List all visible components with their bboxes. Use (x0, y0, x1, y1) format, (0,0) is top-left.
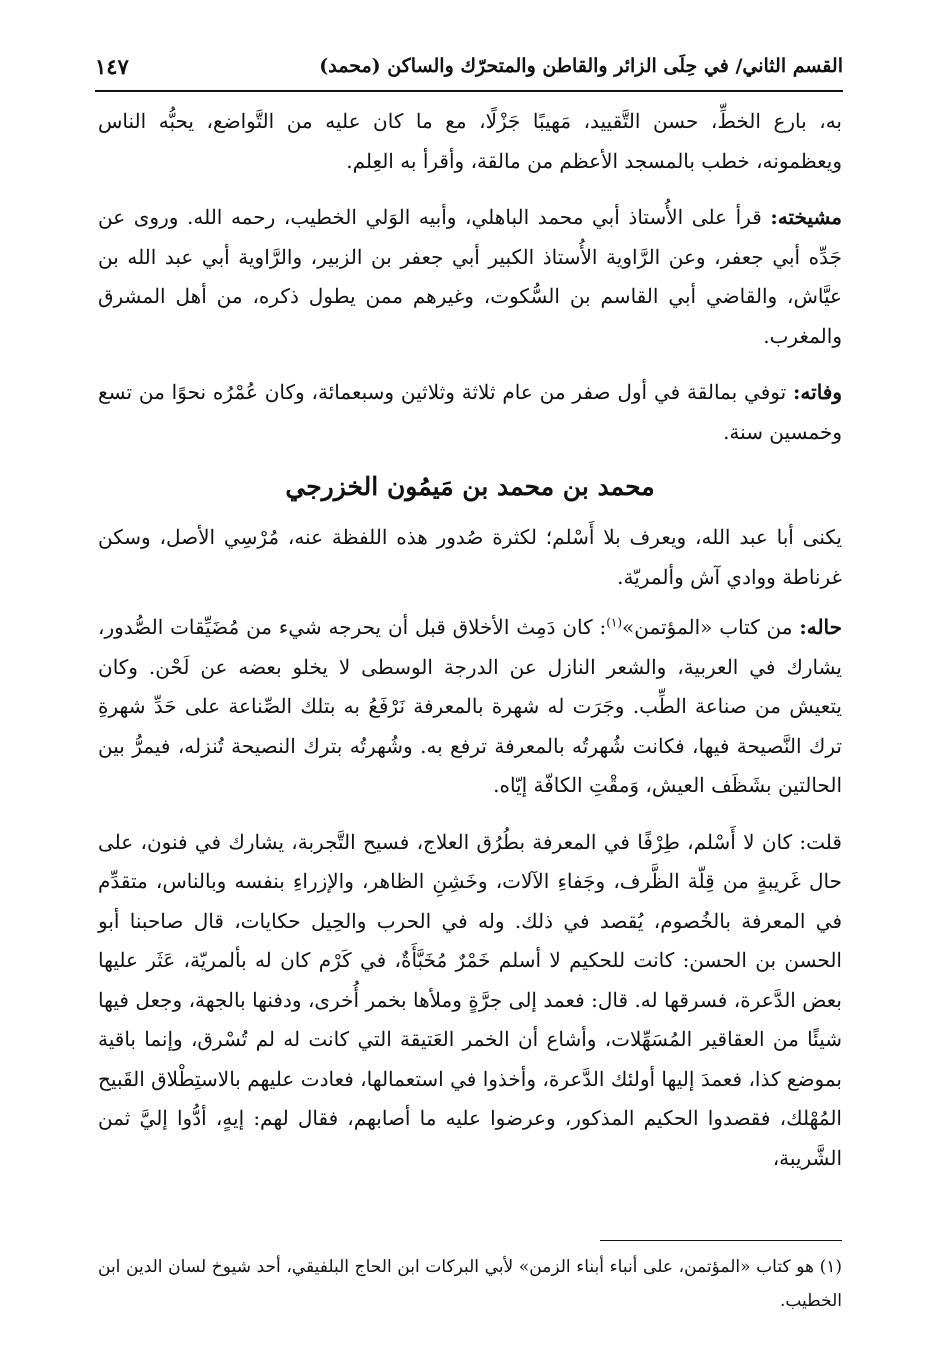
footnote-reference: (١) (606, 615, 623, 630)
paragraph-label: مشيخته: (770, 205, 843, 229)
paragraph-text: به، بارع الخطِّ، حسن التَّقييد، مَهيبًا جَزْلًا، مع ما كان عليه من التَّواضع، يحبُّه الناس ويعظمونه، خطب بالمسجد الأعظم من مالقة، وأقرأ به العِلم. (98, 109, 842, 173)
paragraph-wafat (98, 373, 842, 452)
footnotes (98, 1250, 842, 1318)
page-number: ١٤٧ (95, 53, 129, 79)
paragraph-text: من كتاب «المؤتمن» (622, 615, 793, 639)
section-title: محمد بن محمد بن مَيمُون الخزرجي (285, 472, 655, 501)
paragraph-text: : كان دَمِث الأخلاق قبل أن يحرجه شيء من مُضَيِّقات الصُّدور، يشارك في العربية، والشعر النازل عن الدرجة الوسطى لا يخلو بعضه عن لَحْن. وكان يتعيش من صناعة الطِّب. وجَرَت له شهرة بالمعرفة نَرْفَعُ به بتلك الصِّناعة على حَدِّ شهرةِ ترك النَّصيحة فيها، فكانت شُهرتُه بالمعرفة ترفع به. وشُهرتُه بترك النصيحة تُنزله، فيمرُّ بين الحالتين بشَظَف العيش، وَمقْتِ الكافّة إيّاه. (98, 615, 842, 797)
running-title: القسم الثاني/ في حِلَى الزائر والقاطن والمتحرّك والساكن (محمد) (319, 55, 843, 77)
footnote-rule (600, 1240, 842, 1241)
paragraph-text: قرأ على الأُستاذ أبي محمد الباهلي، وأبيه الوَلي الخطيب، رحمه الله. وروى عن جَدِّه أبي جعفر، وعن الرَّاوية الأُستاذ الكبير أبي جعفر بن الزبير، والرَّاوية أبي عبد الله بن عيَّاش، والقاضي أبي القاسم بن السُّكوت، وغيرهم ممن يطول ذكره، من أهل المشرق والمغرب. (98, 205, 842, 348)
paragraph-text: توفي بمالقة في أول صفر من عام ثلاثة وثلاثين وسبعمائة، وكان عُمْرُه نحوًا من تسع وخمسين سنة. (98, 380, 842, 444)
paragraph-intro (98, 102, 842, 181)
header-rule (95, 90, 843, 92)
section-intro: يكنى أبا عبد الله، ويعرف بلا أَسْلم؛ لكثرة صُدور هذه اللفظة عنه، مُرْسِي الأصل، وسكن غرناطة ووادي آش وألمريّة. (98, 525, 842, 589)
paragraph-mashyakha (98, 198, 842, 356)
main-text (98, 102, 842, 1178)
footnote: (١) هو كتاب «المؤتمن، على أنباء أبناء الزمن» لأبي البركات ابن الحاج البلفيقي، أحد شيوخ لسان الدين ابن الخطيب. (98, 1257, 842, 1311)
paragraph-label: وفاته: (793, 380, 843, 404)
paragraph-qult: قلت: كان لا أَسْلم، طِرْفًا في المعرفة بطُرُق العلاج، فسيح التَّجربة، يشارك في فنون، على حال غَريبةٍ من قِلّة الظَّرف، وجَفاءِ الآلات، وخَشِنِ الظاهر، والإزراءِ بنفسه وبالناس، متقدِّم في المعرفة بالخُصوم، يُقصد في ذلك. وله في الحرب والحِيل حكايات، قال صاحبنا أبو الحسن بن الحسن: كانت للحكيم لا أسلم خَمْرٌ مُخَبَّأَةٌ، في كَرْم كان له بألمريّة، عَثَر عليها بعض الدَّعرة، فسرقها له. قال: فعمد إلى جرَّةٍ وملأها بخمر أُخرى، ودفنها بالجهة، وجعل فيها شيئًا من العقاقير المُسَهِّلات، وأشاع أن الخمر العَتيقة التي كانت له لم تُسْرق، وإنما باقية بموضع كذا، فعمدَ إليها أولئك الدَّعرة، وأخذوا في استعمالها، فعادت عليهم بالاستِطْلاق القَبيح المُهْلك، فقصدوا الحكيم المذكور، وعرضوا عليه ما أصابهم، فقال لهم: إيهٍ، أدُّوا إليَّ ثمن الشَّريبة، (98, 829, 842, 1170)
paragraph-hal (98, 608, 842, 806)
paragraph-label: حاله: (799, 615, 842, 639)
page-header (95, 46, 843, 86)
